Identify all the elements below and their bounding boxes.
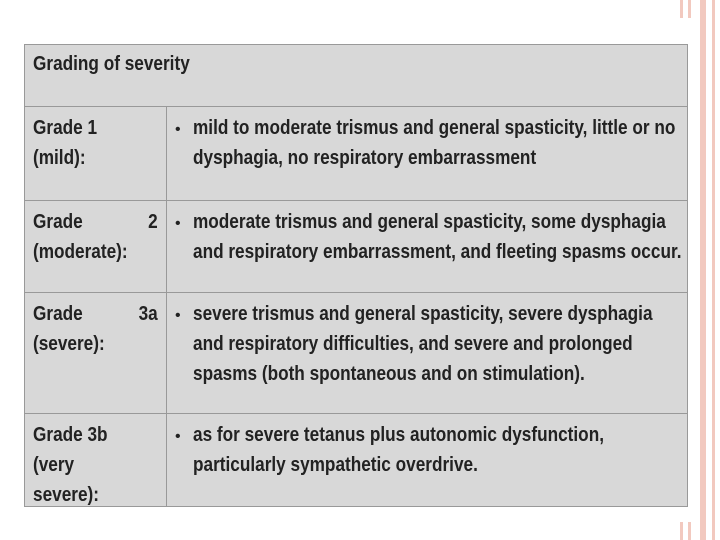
description-line: and respiratory embarrassment, and fleeting spasms occur. — [193, 241, 682, 263]
grade-text: Grade — [33, 303, 83, 325]
column-divider — [166, 293, 167, 413]
column-divider — [166, 414, 167, 506]
bullet-icon: • — [175, 215, 181, 232]
grade-description — [193, 420, 681, 480]
column-divider — [166, 107, 167, 200]
grade-description — [193, 299, 681, 389]
description-line: particularly sympathetic overdrive. — [193, 454, 478, 476]
grade-text: Grade 3b (very — [33, 424, 108, 476]
description-line: mild to moderate trismus and general spasticity, little or no — [193, 117, 676, 139]
description-line: and respiratory difficulties, and severe and prolonged — [193, 333, 633, 355]
table-header — [25, 45, 687, 107]
grade-description — [193, 207, 681, 267]
bullet-icon: • — [175, 307, 181, 324]
description-line: dysphagia, no respiratory embarrassment — [193, 147, 537, 169]
grade-label — [33, 207, 158, 267]
table-title: Grading of severity — [33, 53, 190, 75]
table-row — [25, 201, 687, 293]
column-divider — [166, 201, 167, 292]
table-row — [25, 414, 687, 506]
severity-table — [24, 44, 688, 507]
grade-qualifier: severe): — [33, 484, 99, 506]
grade-label — [33, 299, 158, 359]
grade-number: 3a — [138, 303, 158, 325]
description-line: moderate trismus and general spasticity, some dysphagia — [193, 211, 666, 233]
description-line: severe trismus and general spasticity, severe dysphagia — [193, 303, 653, 325]
description-line: as for severe tetanus plus autonomic dysfunction, — [193, 424, 604, 446]
grade-label — [33, 420, 141, 510]
bullet-icon: • — [175, 121, 181, 138]
grade-label — [33, 113, 141, 173]
table-row — [25, 293, 687, 414]
description-line: spasms (both spontaneous and on stimulation). — [193, 363, 585, 385]
grade-text: Grade 1 (mild): — [33, 117, 98, 169]
grade-number: 2 — [148, 211, 158, 233]
grade-qualifier: (moderate): — [33, 241, 128, 263]
grade-qualifier: (severe): — [33, 333, 105, 355]
grade-description — [193, 113, 681, 173]
bullet-icon: • — [175, 428, 181, 445]
grade-text: Grade — [33, 211, 83, 233]
table-row — [25, 107, 687, 201]
